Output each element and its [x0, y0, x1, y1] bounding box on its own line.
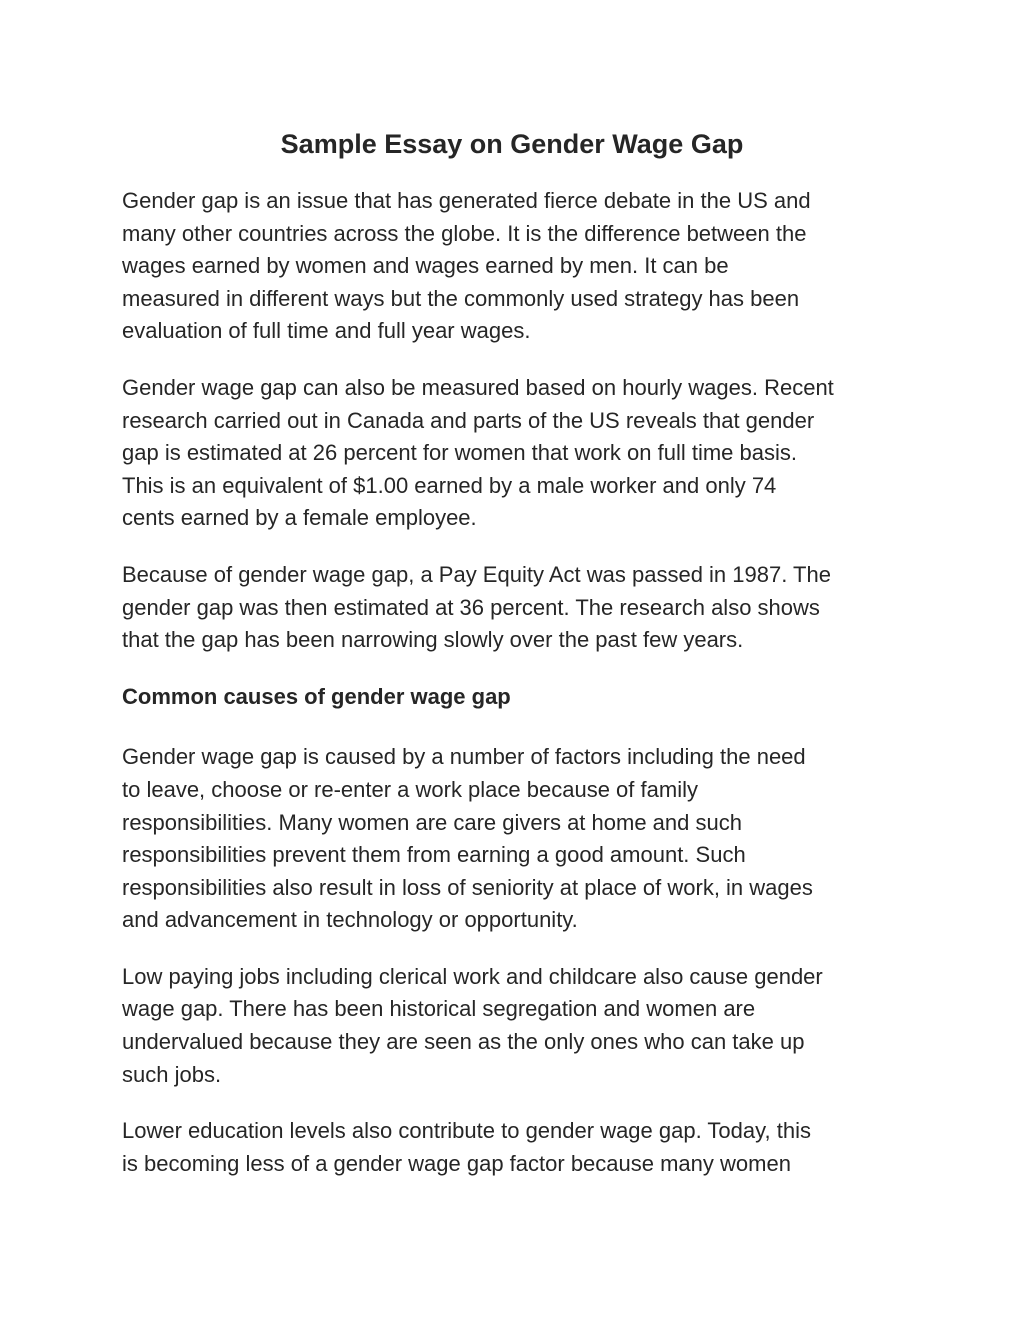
text-line: Low paying jobs including clerical work and childcare also cause gender [122, 963, 823, 989]
text-line: that the gap has been narrowing slowly over the past few years. [122, 627, 744, 653]
text-line: measured in different ways but the commonly used strategy has been [122, 285, 800, 311]
text-line: Gender wage gap can also be measured based on hourly wages. Recent [122, 374, 834, 400]
text-line: such jobs. [122, 1061, 222, 1087]
text-line: to leave, choose or re-enter a work place because of family [122, 776, 698, 802]
text-line: gender gap was then estimated at 36 percent. The research also shows [122, 594, 820, 620]
text-line: Gender wage gap is caused by a number of factors including the need [122, 744, 806, 770]
text-line: This is an equivalent of $1.00 earned by a male worker and only 74 [122, 472, 777, 498]
text-line: gap is estimated at 26 percent for women that work on full time basis. [122, 440, 797, 466]
text-line: Because of gender wage gap, a Pay Equity Act was passed in 1987. The [122, 561, 831, 587]
text-line: is becoming less of a gender wage gap factor because many women [122, 1150, 791, 1176]
text-line: responsibilities. Many women are care givers at home and such [122, 809, 742, 835]
text-line: evaluation of full time and full year wages. [122, 318, 531, 344]
text-line: Lower education levels also contribute to gender wage gap. Today, this [122, 1118, 811, 1144]
text-line: responsibilities prevent them from earning a good amount. Such [122, 842, 746, 868]
paragraph-pay-equity-act [122, 559, 922, 657]
paragraph-family-responsibilities [122, 741, 922, 937]
text-line: and advancement in technology or opportunity. [122, 907, 578, 933]
text-line: wage gap. There has been historical segregation and women are [122, 996, 756, 1022]
text-line: research carried out in Canada and parts of the US reveals that gender [122, 407, 815, 433]
text-line: responsibilities also result in loss of seniority at place of work, in wages [122, 874, 813, 900]
text-line: many other countries across the globe. It is the difference between the [122, 220, 807, 246]
paragraph-intro [122, 185, 922, 348]
text-line: Gender gap is an issue that has generated fierce debate in the US and [122, 188, 811, 213]
section-heading: Common causes of gender wage gap [122, 683, 511, 709]
text-line: cents earned by a female employee. [122, 505, 477, 531]
paragraph-education-levels [122, 1115, 922, 1180]
document-body [122, 185, 922, 1204]
text-line: undervalued because they are seen as the only ones who can take up [122, 1029, 805, 1055]
document-title: Sample Essay on Gender Wage Gap [280, 129, 744, 159]
paragraph-hourly-wages [122, 372, 922, 535]
paragraph-low-paying-jobs [122, 961, 922, 1091]
text-line: wages earned by women and wages earned by men. It can be [122, 253, 729, 279]
